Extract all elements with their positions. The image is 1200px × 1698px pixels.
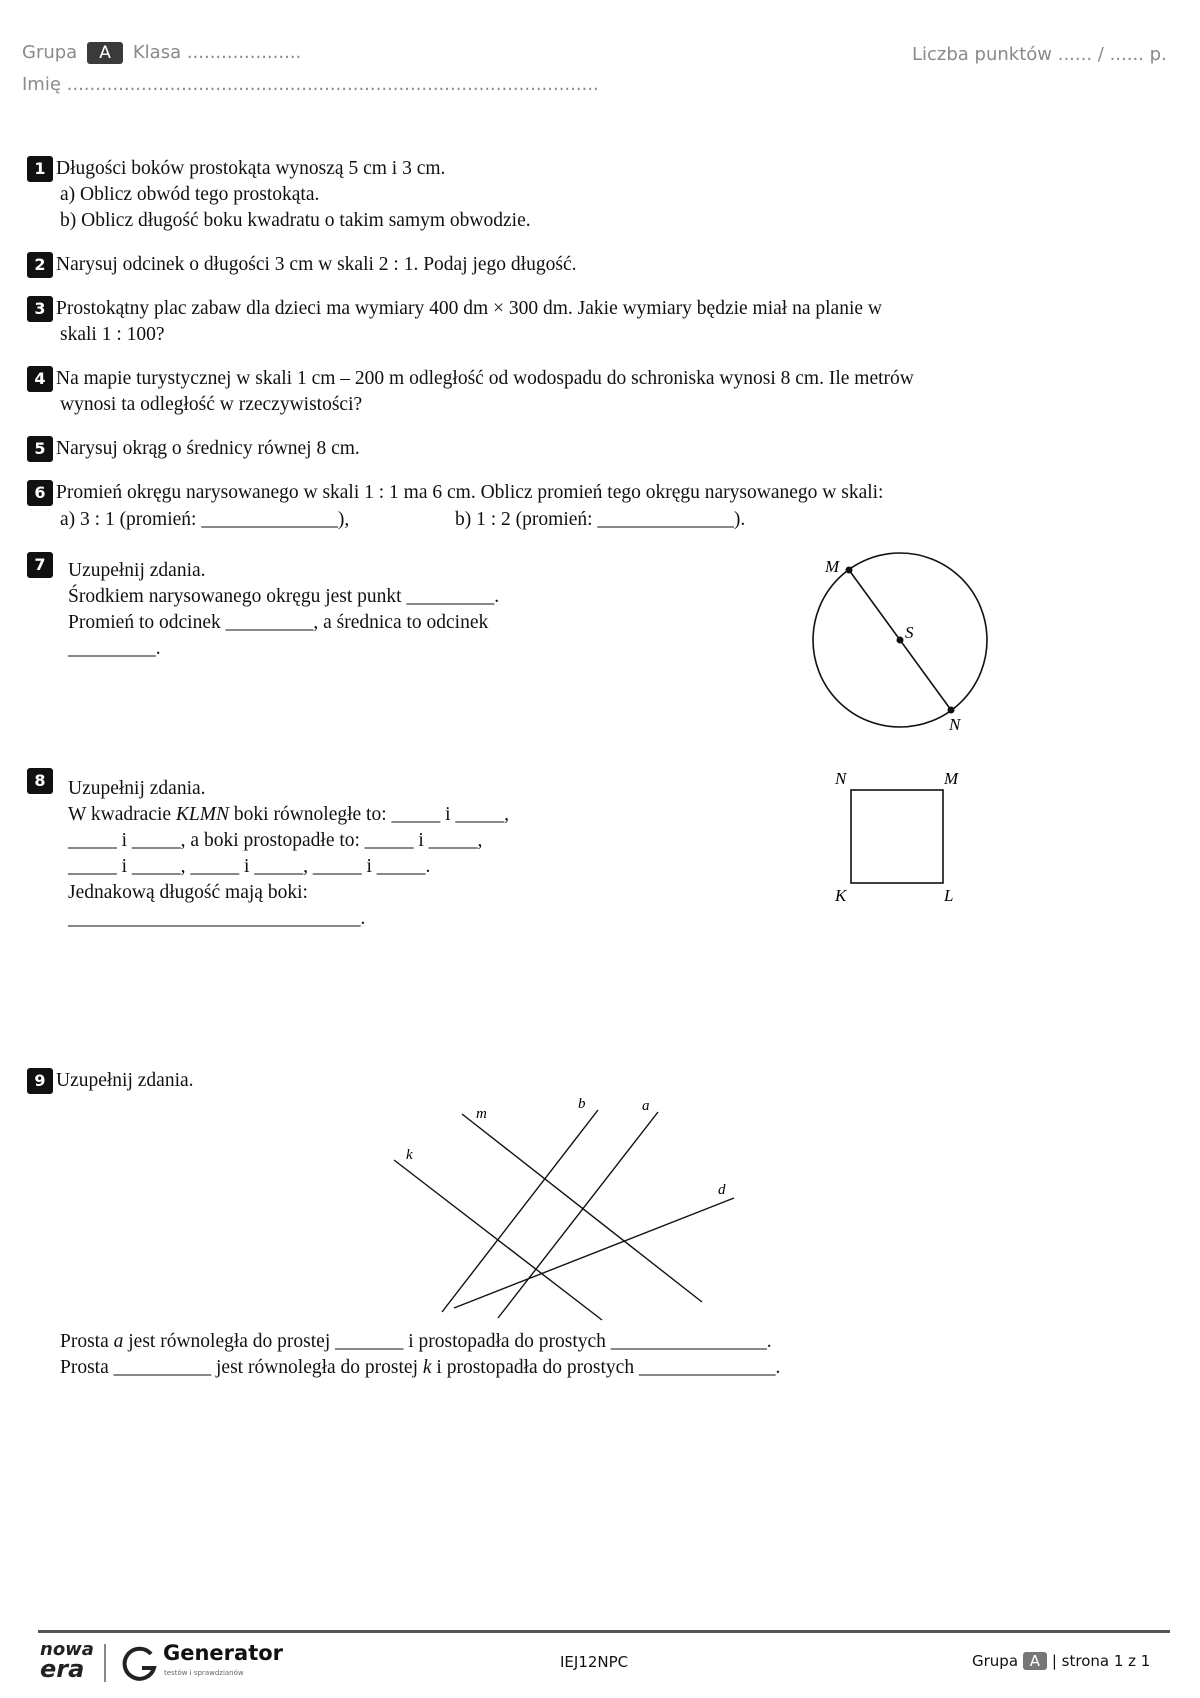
task-5 [27, 436, 360, 462]
task-4-cont: wynosi ta odległość w rzeczywistości? [60, 394, 363, 415]
task-8-l2-pre: W kwadracie [68, 804, 176, 825]
generator-g-icon [120, 1644, 160, 1684]
task-6 [27, 480, 883, 506]
line-k [394, 1160, 602, 1320]
line-a [498, 1112, 658, 1318]
header-group [22, 42, 301, 64]
task-number: 7 [27, 552, 53, 578]
square-klmn [851, 790, 943, 883]
task-3-cont: skali 1 : 100? [60, 324, 165, 345]
task-1 [27, 156, 445, 182]
logo-nowa: nowa [40, 1639, 94, 1660]
class-label: Klasa .................... [132, 42, 302, 63]
label-m: M [825, 557, 840, 576]
task-number: 8 [27, 768, 53, 794]
label-k: K [835, 886, 847, 905]
task-number: 5 [27, 436, 53, 462]
task-1-b: b) Oblicz długość boku kwadratu o takim samym obwodzie. [60, 210, 531, 231]
task-8-l3: _____ i _____, a boki prostopadłe to: _____ i _____, [68, 830, 483, 851]
task-1-a: a) Oblicz obwód tego prostokąta. [60, 184, 320, 205]
task-9-s2-post: i prostopadła do prostych ______________. [431, 1357, 781, 1378]
task-7-l1: Uzupełnij zdania. [68, 560, 206, 581]
task-text: Na mapie turystycznej w skali 1 cm – 200 m odległość od wodospadu do schroniska wynosi 8 cm. Ile metrów [56, 368, 914, 389]
label-m: m [476, 1106, 487, 1122]
point-n [948, 707, 955, 714]
line-d [454, 1198, 734, 1308]
task-7-l2: Środkiem narysowanego okręgu jest punkt _________. [68, 586, 500, 607]
logo-subtitle: testów i sprawdzianów [164, 1669, 244, 1677]
footer-group-badge: A [1023, 1652, 1047, 1670]
task-8-l2 [68, 802, 509, 828]
task-6-b: b) 1 : 2 (promień: ______________). [455, 509, 746, 530]
label-d: d [718, 1182, 726, 1198]
task-9-s1-pre: Prosta [60, 1331, 114, 1352]
points-label: Liczba punktów ...... / ...... p. [912, 44, 1167, 65]
footer-group-label: Grupa [972, 1652, 1019, 1670]
line-name-k: k [422, 1357, 432, 1378]
task-9-s2 [60, 1355, 780, 1381]
task-text: Narysuj odcinek o długości 3 cm w skali 2 : 1. Podaj jego długość. [56, 254, 577, 275]
label-m: M [944, 769, 959, 788]
document-code: IEJ12NPC [560, 1653, 629, 1671]
task-3 [27, 296, 882, 322]
name-label: Imię ............................................................................................. [22, 74, 599, 95]
task-9-s2-pre: Prosta __________ jest równoległa do prostej [60, 1357, 423, 1378]
label-l: L [944, 886, 954, 905]
footer-rule [38, 1630, 1170, 1633]
task-number: 3 [27, 296, 53, 322]
logo-era: era [40, 1655, 85, 1683]
circle-figure [795, 548, 1010, 738]
task-7 [27, 552, 56, 578]
page-indicator: | strona 1 z 1 [1051, 1652, 1151, 1670]
task-7-l4: _________. [68, 638, 161, 659]
task-8-l4: _____ i _____, _____ i _____, _____ i _____. [68, 856, 431, 877]
point-m [846, 567, 853, 574]
lines-figure [380, 1090, 740, 1330]
point-s [897, 637, 904, 644]
logo-generator: Generator [163, 1641, 284, 1665]
task-text: Długości boków prostokąta wynoszą 5 cm i 3 cm. [56, 158, 446, 179]
task-number: 6 [27, 480, 53, 506]
task-7-l3: Promień to odcinek _________, a średnica to odcinek [68, 612, 489, 633]
task-9-s1 [60, 1329, 772, 1355]
task-number: 1 [27, 156, 53, 182]
line-m [462, 1114, 702, 1302]
task-8-l6: ______________________________. [68, 908, 366, 929]
task-9-s1-post: jest równoległa do prostej _______ i prostopadła do prostych ________________. [123, 1331, 772, 1352]
label-s: S [905, 623, 914, 642]
line-name-a: a [113, 1331, 124, 1352]
task-number: 9 [27, 1068, 53, 1094]
task-6-a: a) 3 : 1 (promień: ______________), [60, 509, 350, 530]
task-4 [27, 366, 914, 392]
label-k: k [406, 1147, 413, 1163]
task-8-l1: Uzupełnij zdania. [68, 778, 206, 799]
task-text: Prostokątny plac zabaw dla dzieci ma wymiary 400 dm × 300 dm. Jakie wymiary będzie miał na planie w [56, 298, 882, 319]
task-number: 2 [27, 252, 53, 278]
task-2 [27, 252, 576, 278]
nowa-era-logo [40, 1639, 96, 1683]
task-8 [27, 768, 56, 794]
task-text: Promień okręgu narysowanego w skali 1 : 1 ma 6 cm. Oblicz promień tego okręgu narysowanego w skali: [56, 482, 884, 503]
footer-group [972, 1652, 1150, 1670]
logo-divider [104, 1644, 106, 1682]
square-name: KLMN [175, 804, 230, 825]
label-b: b [578, 1096, 586, 1112]
task-8-l5: Jednakową długość mają boki: [68, 882, 308, 903]
task-9 [27, 1068, 194, 1094]
label-a: a [642, 1098, 650, 1114]
task-8-l2-post: boki równoległe to: _____ i _____, [229, 804, 510, 825]
task-text: Uzupełnij zdania. [56, 1070, 194, 1091]
task-text: Narysuj okrąg o średnicy równej 8 cm. [56, 438, 360, 459]
square-figure [820, 762, 970, 912]
group-badge: A [87, 42, 123, 64]
label-n: N [949, 715, 961, 734]
task-number: 4 [27, 366, 53, 392]
group-label: Grupa [22, 42, 78, 63]
label-n: N [835, 769, 847, 788]
